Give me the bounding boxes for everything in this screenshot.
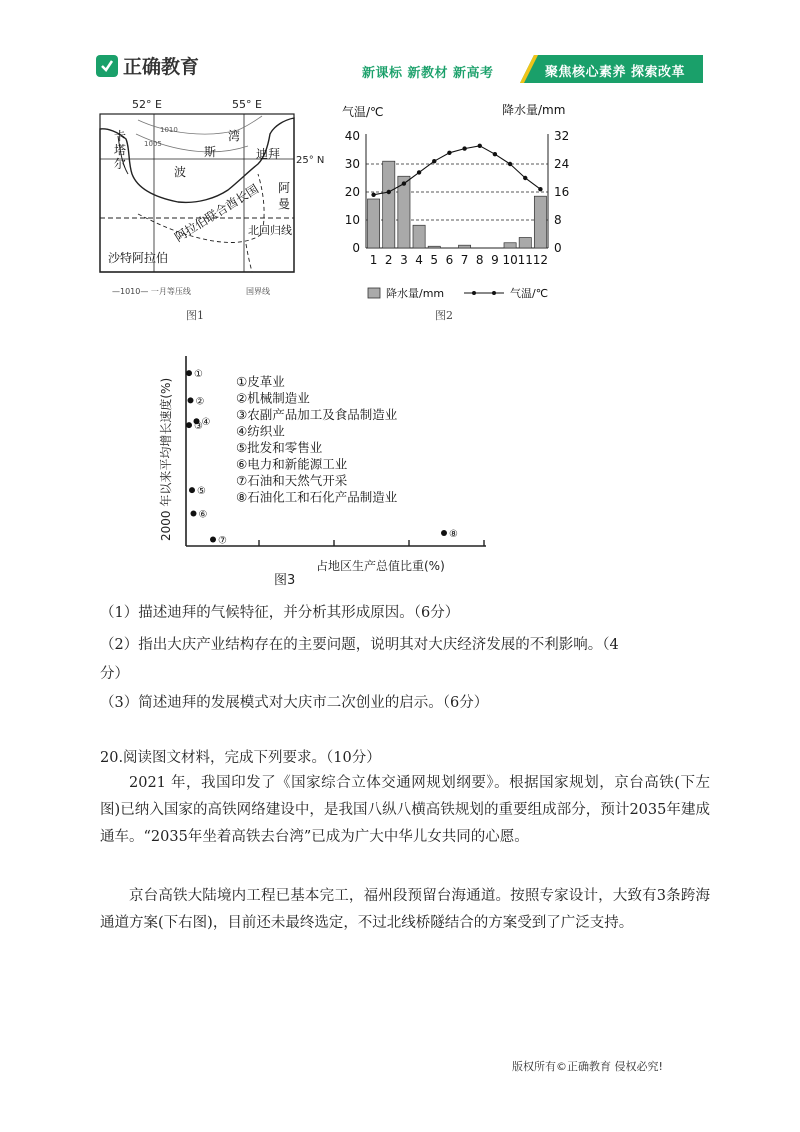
label-gulf-3: 波 [174,165,187,179]
fig2-x-tick: 3 [400,253,408,267]
label-oman-2: 曼 [278,197,291,211]
fig3-legend-item: ④纺织业 [236,423,285,439]
label-saudi: 沙特阿拉伯 [108,251,169,265]
fig2-right-axis-title: 降水量/mm [502,103,566,117]
fig3-point-label: ⑧ [449,529,458,540]
fig3-point-label: ⑤ [197,486,206,498]
fig2-x-tick: 1 [369,253,378,267]
fig2-precip-bar [368,199,380,248]
map-frame [100,114,294,272]
legend-temp-label: 气温/℃ [510,287,549,300]
logo-text: 正确教育 [123,56,200,78]
label-qatar-1: 卡 [114,129,127,143]
fig3-legend-item: ③农副产品加工及食品制造业 [236,407,398,422]
fig3-point [188,397,194,403]
fig2-right-tick: 24 [554,157,570,171]
fig3-x-axis-title: 占地区生产总值比重(%) [316,559,445,573]
fig3-point [189,487,195,493]
fig2-temp-point [523,176,527,180]
legend-border: 国界线 [246,287,270,296]
fig2-right-tick: 8 [554,213,562,227]
fig3-legend-item: ⑥电力和新能源工业 [236,456,348,472]
check-icon [96,55,118,77]
question-3: （3）简述迪拜的发展模式对大庆市二次创业的启示。（6分） [100,695,489,711]
question-2-cont: 分） [100,666,129,682]
fig2-temp-point [387,190,391,194]
fig2-precip-bar [534,196,546,248]
fig3-point-label: ③ [194,421,203,433]
figure-3-scatter-chart [150,336,500,586]
fig2-precip-bar [383,161,395,248]
copyright-footer: 版权所有©正确教育 侵权必究! [512,1060,663,1073]
fig3-legend-item: ①皮革业 [236,374,285,389]
fig3-point [210,537,216,543]
fig2-temp-point [508,162,512,166]
fig3-point-label: ⑦ [218,535,227,547]
fig2-x-tick: 10 [502,253,518,267]
figure-1-caption: 图1 [186,309,204,322]
fig3-point-label: ② [195,396,205,408]
label-oman-1: 阿 [278,181,291,195]
fig2-precip-bar [398,176,410,248]
fig2-temp-point [538,187,542,191]
fig2-x-tick: 7 [460,253,469,267]
fig2-x-tick: 12 [532,253,549,267]
fig3-point [186,422,192,428]
fig2-temp-point [462,146,466,150]
fig2-left-tick: 40 [344,129,360,143]
legend-precip-swatch [368,288,380,298]
header-slogan: 新课标 新教材 新高考 [362,66,494,81]
fig2-left-tick: 30 [344,157,360,171]
fig2-right-tick: 32 [554,129,570,143]
label-qatar-2: 塔 [114,143,127,157]
fig3-point [191,511,197,517]
isobar-1010-label: 1010 [160,126,178,134]
label-dubai: 迪拜 [256,147,281,161]
legend-precip-label: 降水量/mm [386,287,445,300]
question-2: （2）指出大庆产业结构存在的主要问题，说明其对大庆经济发展的不利影响。（4 [100,637,619,653]
q20-paragraph-2: 京台高铁大陆境内工程已基本完工，福州段预留台海通道。按照专家设计，大致有3条跨海通道方案(下右图)，目前还未最终选定，不过北线桥隧结合的方案受到了广泛支持。 [100,888,710,931]
label-qatar-3: 尔 [114,157,127,171]
fig2-temp-point [371,193,375,197]
fig2-precip-bar [504,243,516,248]
fig2-precip-bar [428,246,440,248]
brand-logo [96,52,199,79]
label-uae: 阿拉伯联合酋长国 [172,181,262,245]
figure-1-map [98,94,330,306]
fig3-legend-item: ⑤批发和零售业 [236,440,323,455]
fig2-precip-bar [459,245,471,248]
fig3-point-label: ④ [201,417,211,429]
label-tropic: 北回归线 [248,224,292,237]
header-banner-text: 聚焦核心素养 探索改革 [545,65,686,80]
fig2-x-tick: 8 [475,253,484,267]
fig3-legend-item: ⑧石油化工和石化产品制造业 [236,489,398,505]
fig2-x-tick: 6 [445,253,454,267]
fig2-temp-point [417,170,421,174]
fig2-temp-point [493,152,497,156]
legend-isobar: —1010— 一月等压线 [112,287,191,296]
fig2-temp-point [432,159,436,163]
fig2-temp-point [402,181,406,185]
fig2-left-tick: 20 [344,185,360,199]
figure-2-caption: 图2 [435,309,453,322]
fig3-y-axis-title: 2000 年以来平均增长速度(%) [159,377,173,541]
fig2-x-tick: 9 [491,253,499,267]
fig3-point [441,530,447,536]
q20-title: 20.阅读图文材料，完成下列要求。（10分） [100,750,381,766]
lon-label-right: 55° E [232,98,262,111]
fig2-x-tick: 5 [430,253,439,267]
fig3-caption: 图3 [274,573,296,586]
fig3-point-label: ⑥ [198,509,208,521]
isobar-1005-label: 1005 [144,140,162,148]
fig2-right-tick: 0 [554,241,562,255]
fig3-point-label: ① [194,369,203,381]
q20-paragraph-1: 2021 年，我国印发了《国家综合立体交通网规划纲要》。根据国家规划，京台高铁(下左图)已纳入国家的高铁网络建设中，是我国八纵八横高铁规划的重要组成部分，预计2035年建成通车。“2035年坐着高铁去台湾”已成为广大中华儿女共同的心愿。 [100,775,710,845]
fig2-temp-point [447,151,451,155]
label-gulf-1: 湾 [228,129,241,143]
fig2-x-tick: 11 [517,253,533,267]
question-1: （1）描述迪拜的气候特征，并分析其形成原因。（6分） [100,605,460,621]
label-gulf-2: 斯 [204,145,217,159]
lat-label: 25° N [296,155,325,166]
fig2-precip-bar [519,238,531,249]
fig2-precip-bar [413,225,425,248]
fig2-left-tick: 10 [344,213,360,227]
fig2-x-tick: 2 [384,253,393,267]
fig2-left-tick: 0 [352,241,360,255]
fig3-legend-item: ⑦石油和天然气开采 [236,473,348,488]
fig2-temp-point [478,144,482,148]
figure-2-climate-chart [338,100,578,310]
fig3-legend-item: ②机械制造业 [236,390,310,406]
fig3-point [186,370,192,376]
fig2-left-axis-title: 气温/℃ [342,105,384,119]
lon-label-left: 52° E [132,98,162,111]
fig2-right-tick: 16 [554,185,570,199]
fig2-x-tick: 4 [415,253,423,267]
